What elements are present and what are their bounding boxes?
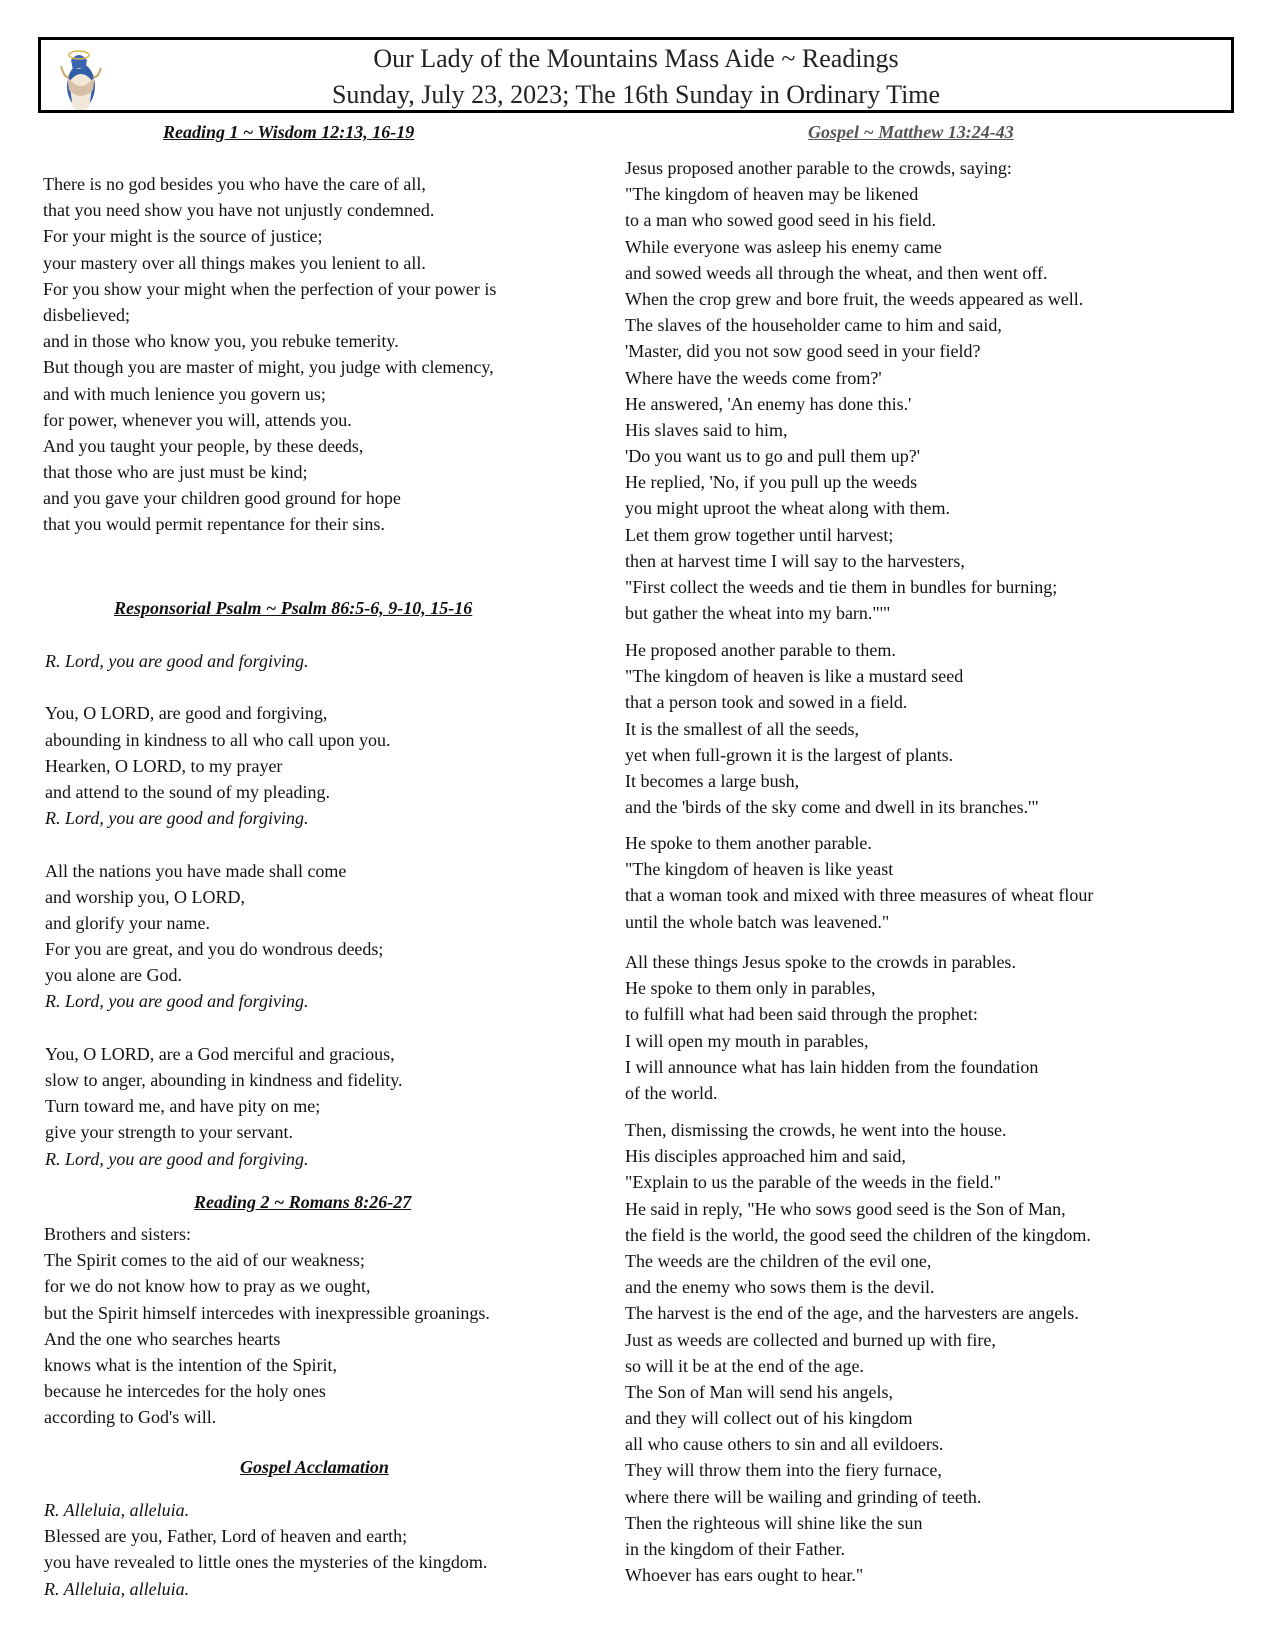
text-line: give your strength to your servant. [45,1122,293,1143]
gospel-heading: Gospel ~ Matthew 13:24-43 [808,122,1014,142]
text-line: and the enemy who sows them is the devil. [625,1277,935,1298]
text-line: The slaves of the householder came to him and said, [625,315,1002,336]
text-line: He spoke to them only in parables, [625,978,876,999]
text-line: All the nations you have made shall come [45,860,347,881]
text-line: because he intercedes for the holy ones [44,1381,326,1402]
gospel-paragraph-5 [625,1117,1091,1588]
text-line: but gather the wheat into my barn."'" [625,603,891,624]
text-line: you have revealed to little ones the mysteries of the kingdom. [44,1552,488,1573]
text-line: And you taught your people, by these deeds, [43,435,364,456]
text-line: your mastery over all things makes you lenient to all. [43,252,426,273]
text-line: you alone are God. [45,965,182,986]
text-line: and glorify your name. [45,912,210,933]
text-line: and worship you, O LORD, [45,886,245,907]
text-line: The Son of Man will send his angels, [625,1381,893,1402]
text-line: He proposed another parable to them. [625,640,896,660]
header-box [38,37,1234,113]
text-line: All these things Jesus spoke to the crowds in parables. [625,952,1016,972]
text-line: Hearken, O LORD, to my prayer [45,755,283,776]
text-line: Let them grow together until harvest; [625,524,894,545]
text-line: yet when full-grown it is the largest of plants. [625,744,954,765]
text-line: for we do not know how to pray as we ought, [44,1276,371,1297]
text-line: Just as weeds are collected and burned up with fire, [625,1329,996,1350]
text-line: When the crop grew and bore fruit, the weeds appeared as well. [625,288,1084,309]
page-title: Our Lady of the Mountains Mass Aide ~ Readings [373,44,899,73]
text-line: abounding in kindness to all who call upon you. [45,729,391,750]
text-line: then at harvest time I will say to the harvesters, [625,550,965,571]
text-line: and sowed weeds all through the wheat, and then went off. [625,262,1048,283]
text-line: that you would permit repentance for their sins. [43,514,385,535]
text-line: Turn toward me, and have pity on me; [45,1096,321,1117]
text-line: so will it be at the end of the age. [625,1355,864,1376]
psalm-response: R. Lord, you are good and forgiving. [45,808,309,829]
text-line: the field is the world, the good seed the children of the kingdom. [625,1224,1091,1245]
text-line: You, O LORD, are good and forgiving, [45,703,328,724]
text-line: I will announce what has lain hidden from the foundation [625,1056,1039,1077]
text-line: "The kingdom of heaven may be likened [625,184,919,205]
text-line: disbelieved; [43,304,130,325]
text-line: according to God's will. [44,1407,217,1428]
text-line: "First collect the weeds and tie them in bundles for burning; [625,577,1058,597]
text-line: His disciples approached him and said, [625,1146,906,1167]
psalm-response: R. Lord, you are good and forgiving. [45,1148,309,1169]
reading2-heading: Reading 2 ~ Romans 8:26-27 [194,1192,412,1212]
text-line: and in those who know you, you rebuke temerity. [43,331,399,352]
text-line: all who cause others to sin and all evildoers. [625,1434,944,1455]
acclamation-response: R. Alleluia, alleluia. [44,1500,190,1520]
text-line: and they will collect out of his kingdom [625,1408,913,1429]
text-line: For your might is the source of justice; [43,226,323,247]
reading1-text [43,171,496,538]
text-line: He answered, 'An enemy has done this.' [625,393,912,414]
psalm-heading: Responsorial Psalm ~ Psalm 86:5-6, 9-10, 15-16 [114,598,473,618]
acclamation-response: R. Alleluia, alleluia. [44,1578,190,1599]
text-line: "The kingdom of heaven is like yeast [625,859,894,880]
text-line: The Spirit comes to the aid of our weakness; [44,1250,365,1271]
text-line: The harvest is the end of the age, and the harvesters are angels. [625,1303,1079,1324]
text-line: You, O LORD, are a God merciful and gracious, [45,1043,395,1064]
text-line: until the whole batch was leavened." [625,911,890,932]
acclamation-text [44,1497,487,1602]
gospel-paragraph-2 [625,637,1039,820]
text-line: The weeds are the children of the evil one, [625,1250,932,1271]
text-line: Then the righteous will shine like the sun [625,1512,923,1533]
text-line: to fulfill what had been said through the prophet: [625,1004,978,1025]
text-line: of the world. [625,1082,718,1103]
text-line: and attend to the sound of my pleading. [45,781,330,802]
text-line: For you show your might when the perfection of your power is [43,278,497,299]
text-line: But though you are master of might, you judge with clemency, [43,357,494,378]
gospel-paragraph-3 [625,830,1093,935]
psalm-response: R. Lord, you are good and forgiving. [45,651,309,671]
text-line: slow to anger, abounding in kindness and fidelity. [45,1070,403,1090]
text-line: Brothers and sisters: [44,1224,191,1244]
text-line: but the Spirit himself intercedes with inexpressible groanings. [44,1302,490,1323]
text-line: Blessed are you, Father, Lord of heaven and earth; [44,1526,408,1547]
acclamation-heading: Gospel Acclamation [240,1457,389,1477]
text-line: "Explain to us the parable of the weeds in the field." [625,1172,1002,1193]
text-line: you might uproot the wheat along with them. [625,498,950,519]
text-line: and the 'birds of the sky come and dwell in its branches.'" [625,797,1039,818]
text-line: He said in reply, "He who sows good seed is the Son of Man, [625,1198,1066,1219]
text-line: to a man who sowed good seed in his field. [625,210,936,231]
gospel-paragraph-1 [625,155,1083,626]
text-line: knows what is the intention of the Spirit, [44,1354,337,1375]
page-subtitle: Sunday, July 23, 2023; The 16th Sunday in Ordinary Time [331,80,941,109]
text-line: that a person took and sowed in a field. [625,692,908,713]
text-line: And the one who searches hearts [44,1328,281,1349]
text-line: and you gave your children good ground for hope [43,488,401,509]
text-line: They will throw them into the fiery furnace, [625,1460,942,1481]
text-line: that those who are just must be kind; [43,462,308,483]
text-line: Then, dismissing the crowds, he went into the house. [625,1120,1007,1140]
text-line: Jesus proposed another parable to the crowds, saying: [625,158,1012,178]
text-line: He replied, 'No, if you pull up the weeds [625,472,918,493]
text-line: 'Master, did you not sow good seed in your field? [625,341,981,362]
text-line: 'Do you want us to go and pull them up?' [625,446,920,467]
text-line: I will open my mouth in parables, [625,1030,869,1051]
text-line: It becomes a large bush, [625,770,800,791]
text-line: Whoever has ears ought to hear." [625,1565,864,1586]
text-line: For you are great, and you do wondrous deeds; [45,939,384,960]
text-line: "The kingdom of heaven is like a mustard seed [625,666,964,687]
text-line: and with much lenience you govern us; [43,383,326,404]
text-line: While everyone was asleep his enemy came [625,236,942,257]
text-line: It is the smallest of all the seeds, [625,718,859,739]
reading2-text [44,1221,490,1431]
text-line: He spoke to them another parable. [625,833,872,853]
psalm-text [45,648,403,1172]
psalm-response: R. Lord, you are good and forgiving. [45,991,309,1012]
gospel-paragraph-4 [625,949,1038,1106]
text-line: for power, whenever you will, attends you. [43,409,352,430]
text-line: that you need show you have not unjustly condemned. [43,200,435,221]
text-line: There is no god besides you who have the care of all, [43,174,426,194]
text-line: in the kingdom of their Father. [625,1539,845,1559]
text-line: Where have the weeds come from?' [625,367,882,388]
reading1-heading: Reading 1 ~ Wisdom 12:13, 16-19 [163,122,415,142]
text-line: where there will be wailing and grinding of teeth. [625,1486,982,1507]
text-line: that a woman took and mixed with three measures of wheat flour [625,885,1094,906]
text-line: His slaves said to him, [625,419,788,440]
